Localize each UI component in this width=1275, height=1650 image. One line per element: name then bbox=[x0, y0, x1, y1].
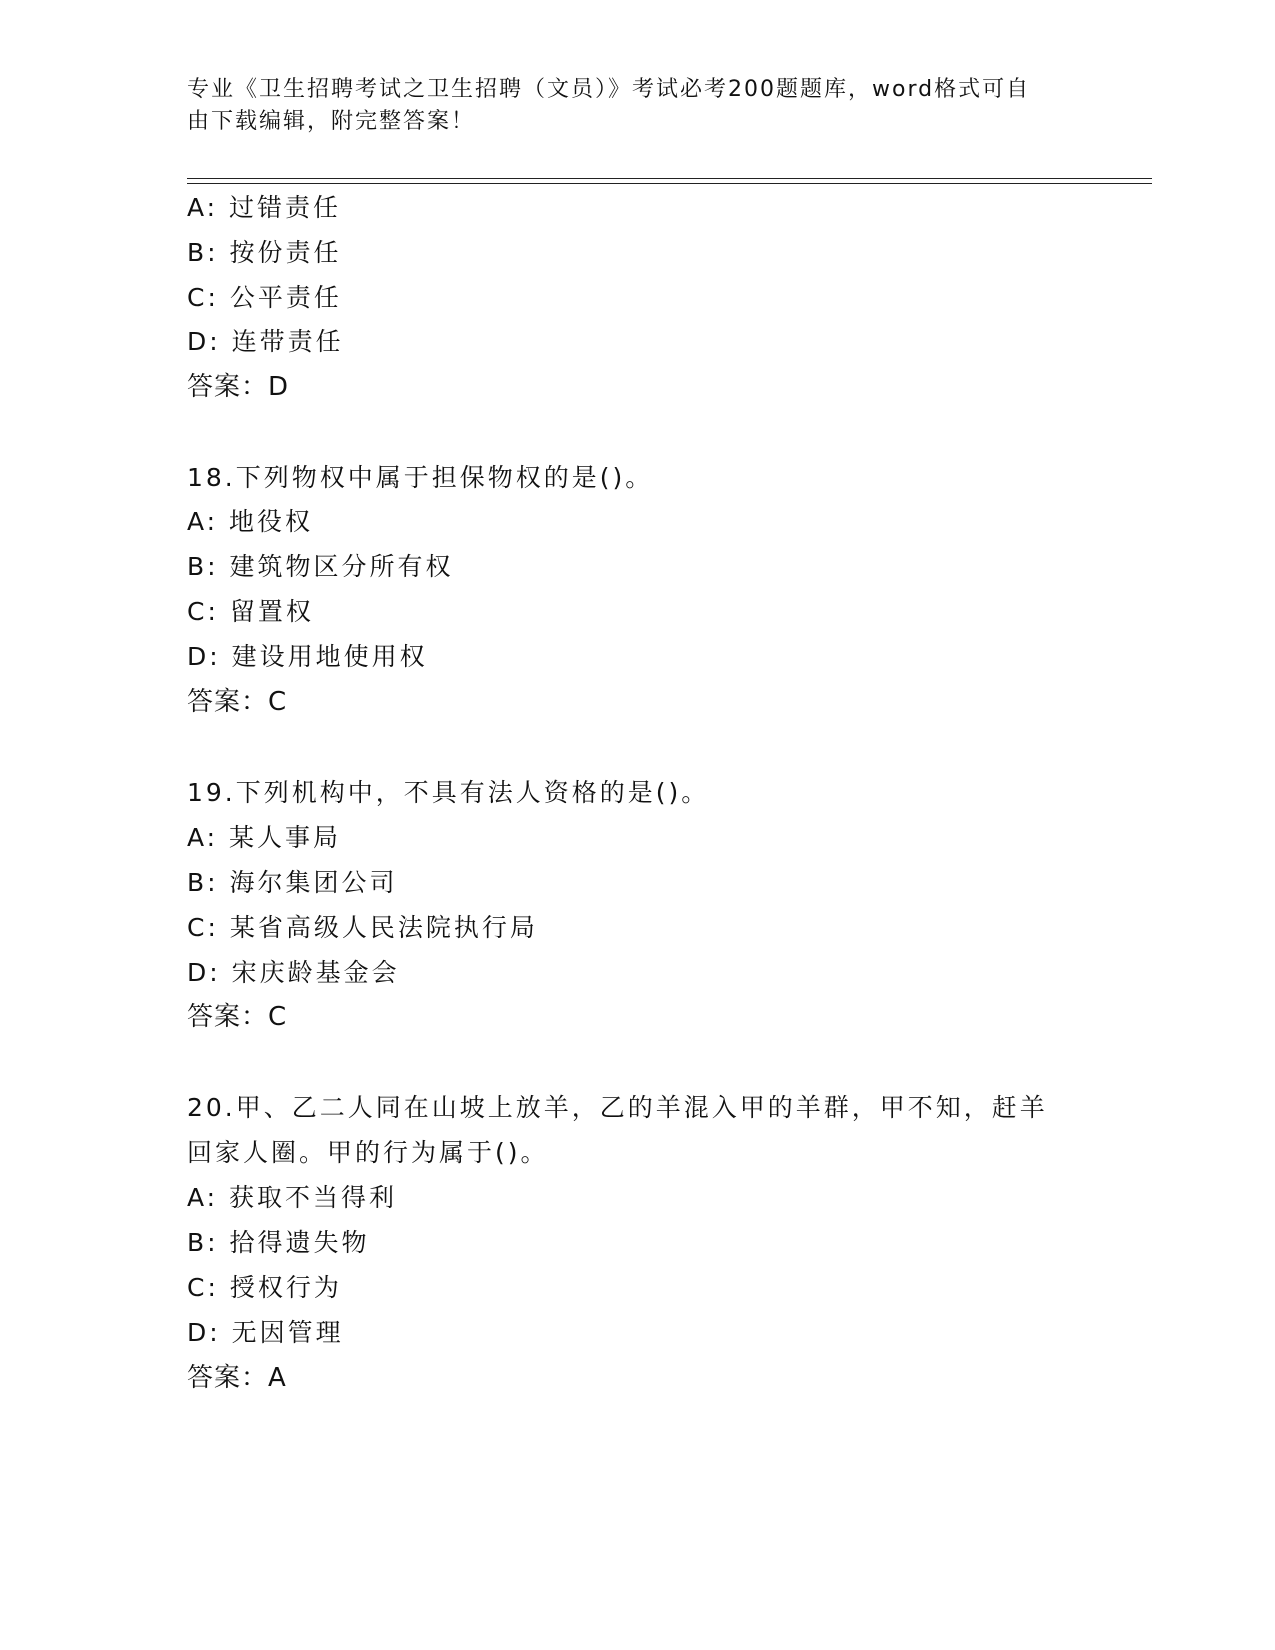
q20-stem-line-1: 20.甲、乙二人同在山坡上放羊，乙的羊混入甲的羊群，甲不知，赶羊 bbox=[187, 1093, 1048, 1122]
header-line-2: 由下载编辑，附完整答案！ bbox=[187, 109, 476, 134]
q18-option-c: C: 留置权 bbox=[187, 597, 314, 626]
document-header bbox=[187, 74, 1087, 138]
q18-stem: 18.下列物权中属于担保物权的是()。 bbox=[187, 463, 654, 492]
q18-option-b: B: 建筑物区分所有权 bbox=[187, 552, 454, 581]
q20-option-c: C: 授权行为 bbox=[187, 1273, 342, 1302]
q19-option-c: C: 某省高级人民法院执行局 bbox=[187, 913, 538, 942]
header-divider-bottom bbox=[187, 183, 1152, 184]
q19-option-d: D: 宋庆龄基金会 bbox=[187, 958, 400, 987]
q20-stem-line-2: 回家人圈。甲的行为属于()。 bbox=[187, 1138, 549, 1167]
prev-option-c: C: 公平责任 bbox=[187, 283, 342, 312]
q18-answer: 答案：C bbox=[187, 687, 288, 717]
q18-option-d: D: 建设用地使用权 bbox=[187, 642, 428, 671]
prev-answer: 答案：D bbox=[187, 372, 290, 402]
prev-option-b: B: 按份责任 bbox=[187, 238, 342, 267]
q19-option-b: B: 海尔集团公司 bbox=[187, 868, 398, 897]
q18-option-a: A: 地役权 bbox=[187, 507, 314, 536]
q19-option-a: A: 某人事局 bbox=[187, 823, 342, 852]
q19-answer: 答案：C bbox=[187, 1002, 288, 1032]
q19-stem: 19.下列机构中，不具有法人资格的是()。 bbox=[187, 778, 710, 807]
header-divider-top bbox=[187, 178, 1152, 179]
header-line-1: 专业《卫生招聘考试之卫生招聘（文员）》考试必考200题题库，word格式可自 bbox=[187, 77, 1031, 102]
q20-option-b: B: 拾得遗失物 bbox=[187, 1228, 370, 1257]
prev-option-a: A: 过错责任 bbox=[187, 193, 342, 222]
q20-option-d: D: 无因管理 bbox=[187, 1318, 344, 1347]
prev-option-d: D: 连带责任 bbox=[187, 327, 344, 356]
q20-option-a: A: 获取不当得利 bbox=[187, 1183, 398, 1212]
q20-answer: 答案：A bbox=[187, 1363, 287, 1393]
